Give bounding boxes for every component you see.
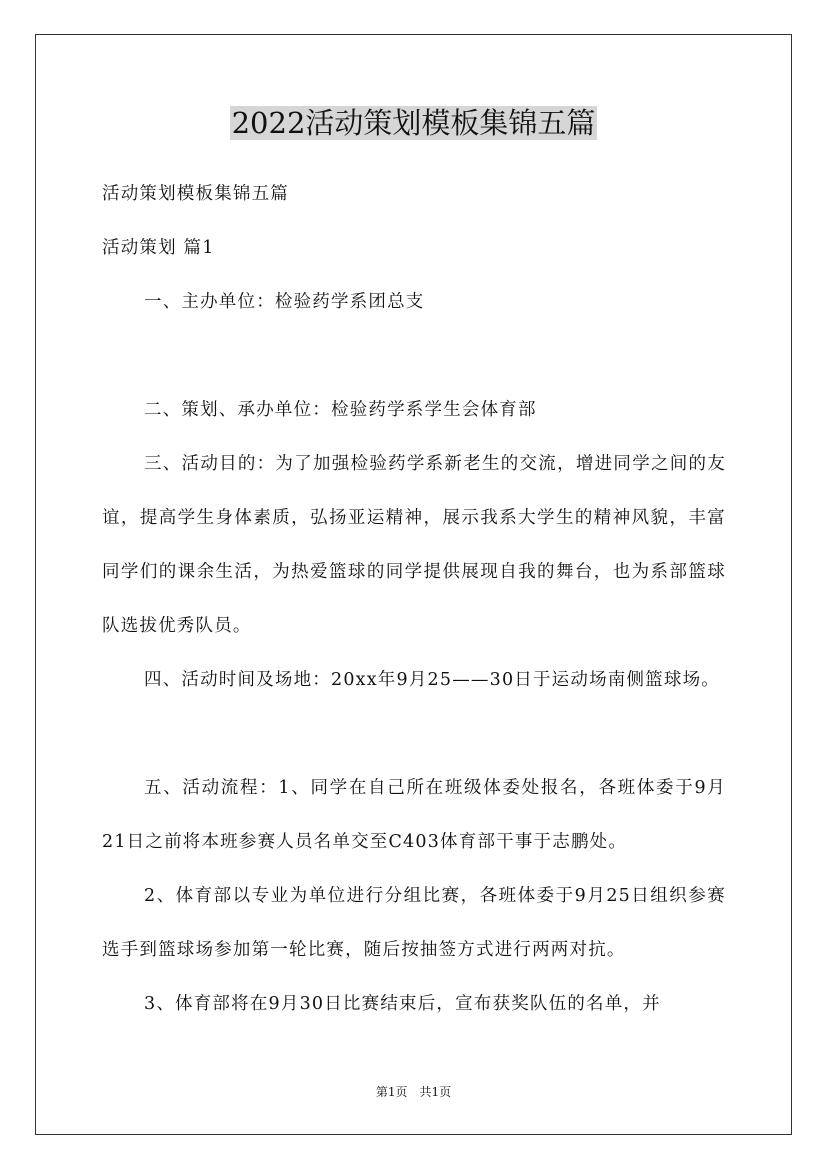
page-footer <box>0 1082 827 1102</box>
paragraph-process-2: 2、体育部以专业为单位进行分组比赛，各班体委于9月25日组织参赛选手到篮球场参加第一轮比赛，随后按抽签方式进行两两对抗。 <box>102 886 726 960</box>
paragraph-process-1: 五、活动流程：1、同学在自己所在班级体委处报名，各班体委于9月21日之前将本班参赛人员名单交至C403体育部干事于志鹏处。 <box>102 778 726 852</box>
paragraph-time-venue: 四、活动时间及场地：20xx年9月25——30日于运动场南侧篮球场。 <box>144 670 720 690</box>
paragraph-purpose: 三、活动目的：为了加强检验药学系新老生的交流，增进同学之间的友谊，提高学生身体素质，弘扬亚运精神，展示我系大学生的精神风貌，丰富同学们的课余生活，为热爱篮球的同学提供展现自我的舞台，也为系部篮球队选拔优秀队员。 <box>102 454 726 636</box>
paragraph-planner: 二、策划、承办单位：检验药学系学生会体育部 <box>144 400 537 420</box>
paragraph-subtitle: 活动策划模板集锦五篇 <box>102 184 289 204</box>
paragraph-process-3: 3、体育部将在9月30日比赛结束后，宣布获奖队伍的名单，并 <box>144 994 661 1014</box>
page-number: 第1页 <box>375 1085 408 1099</box>
document-title <box>0 101 827 145</box>
paragraph-organizer: 一、主办单位：检验药学系团总支 <box>144 292 425 312</box>
page-total: 共1页 <box>419 1085 452 1099</box>
document-title-text: 2022活动策划模板集锦五篇 <box>231 106 596 140</box>
paragraph-section-heading: 活动策划 篇1 <box>102 238 215 258</box>
